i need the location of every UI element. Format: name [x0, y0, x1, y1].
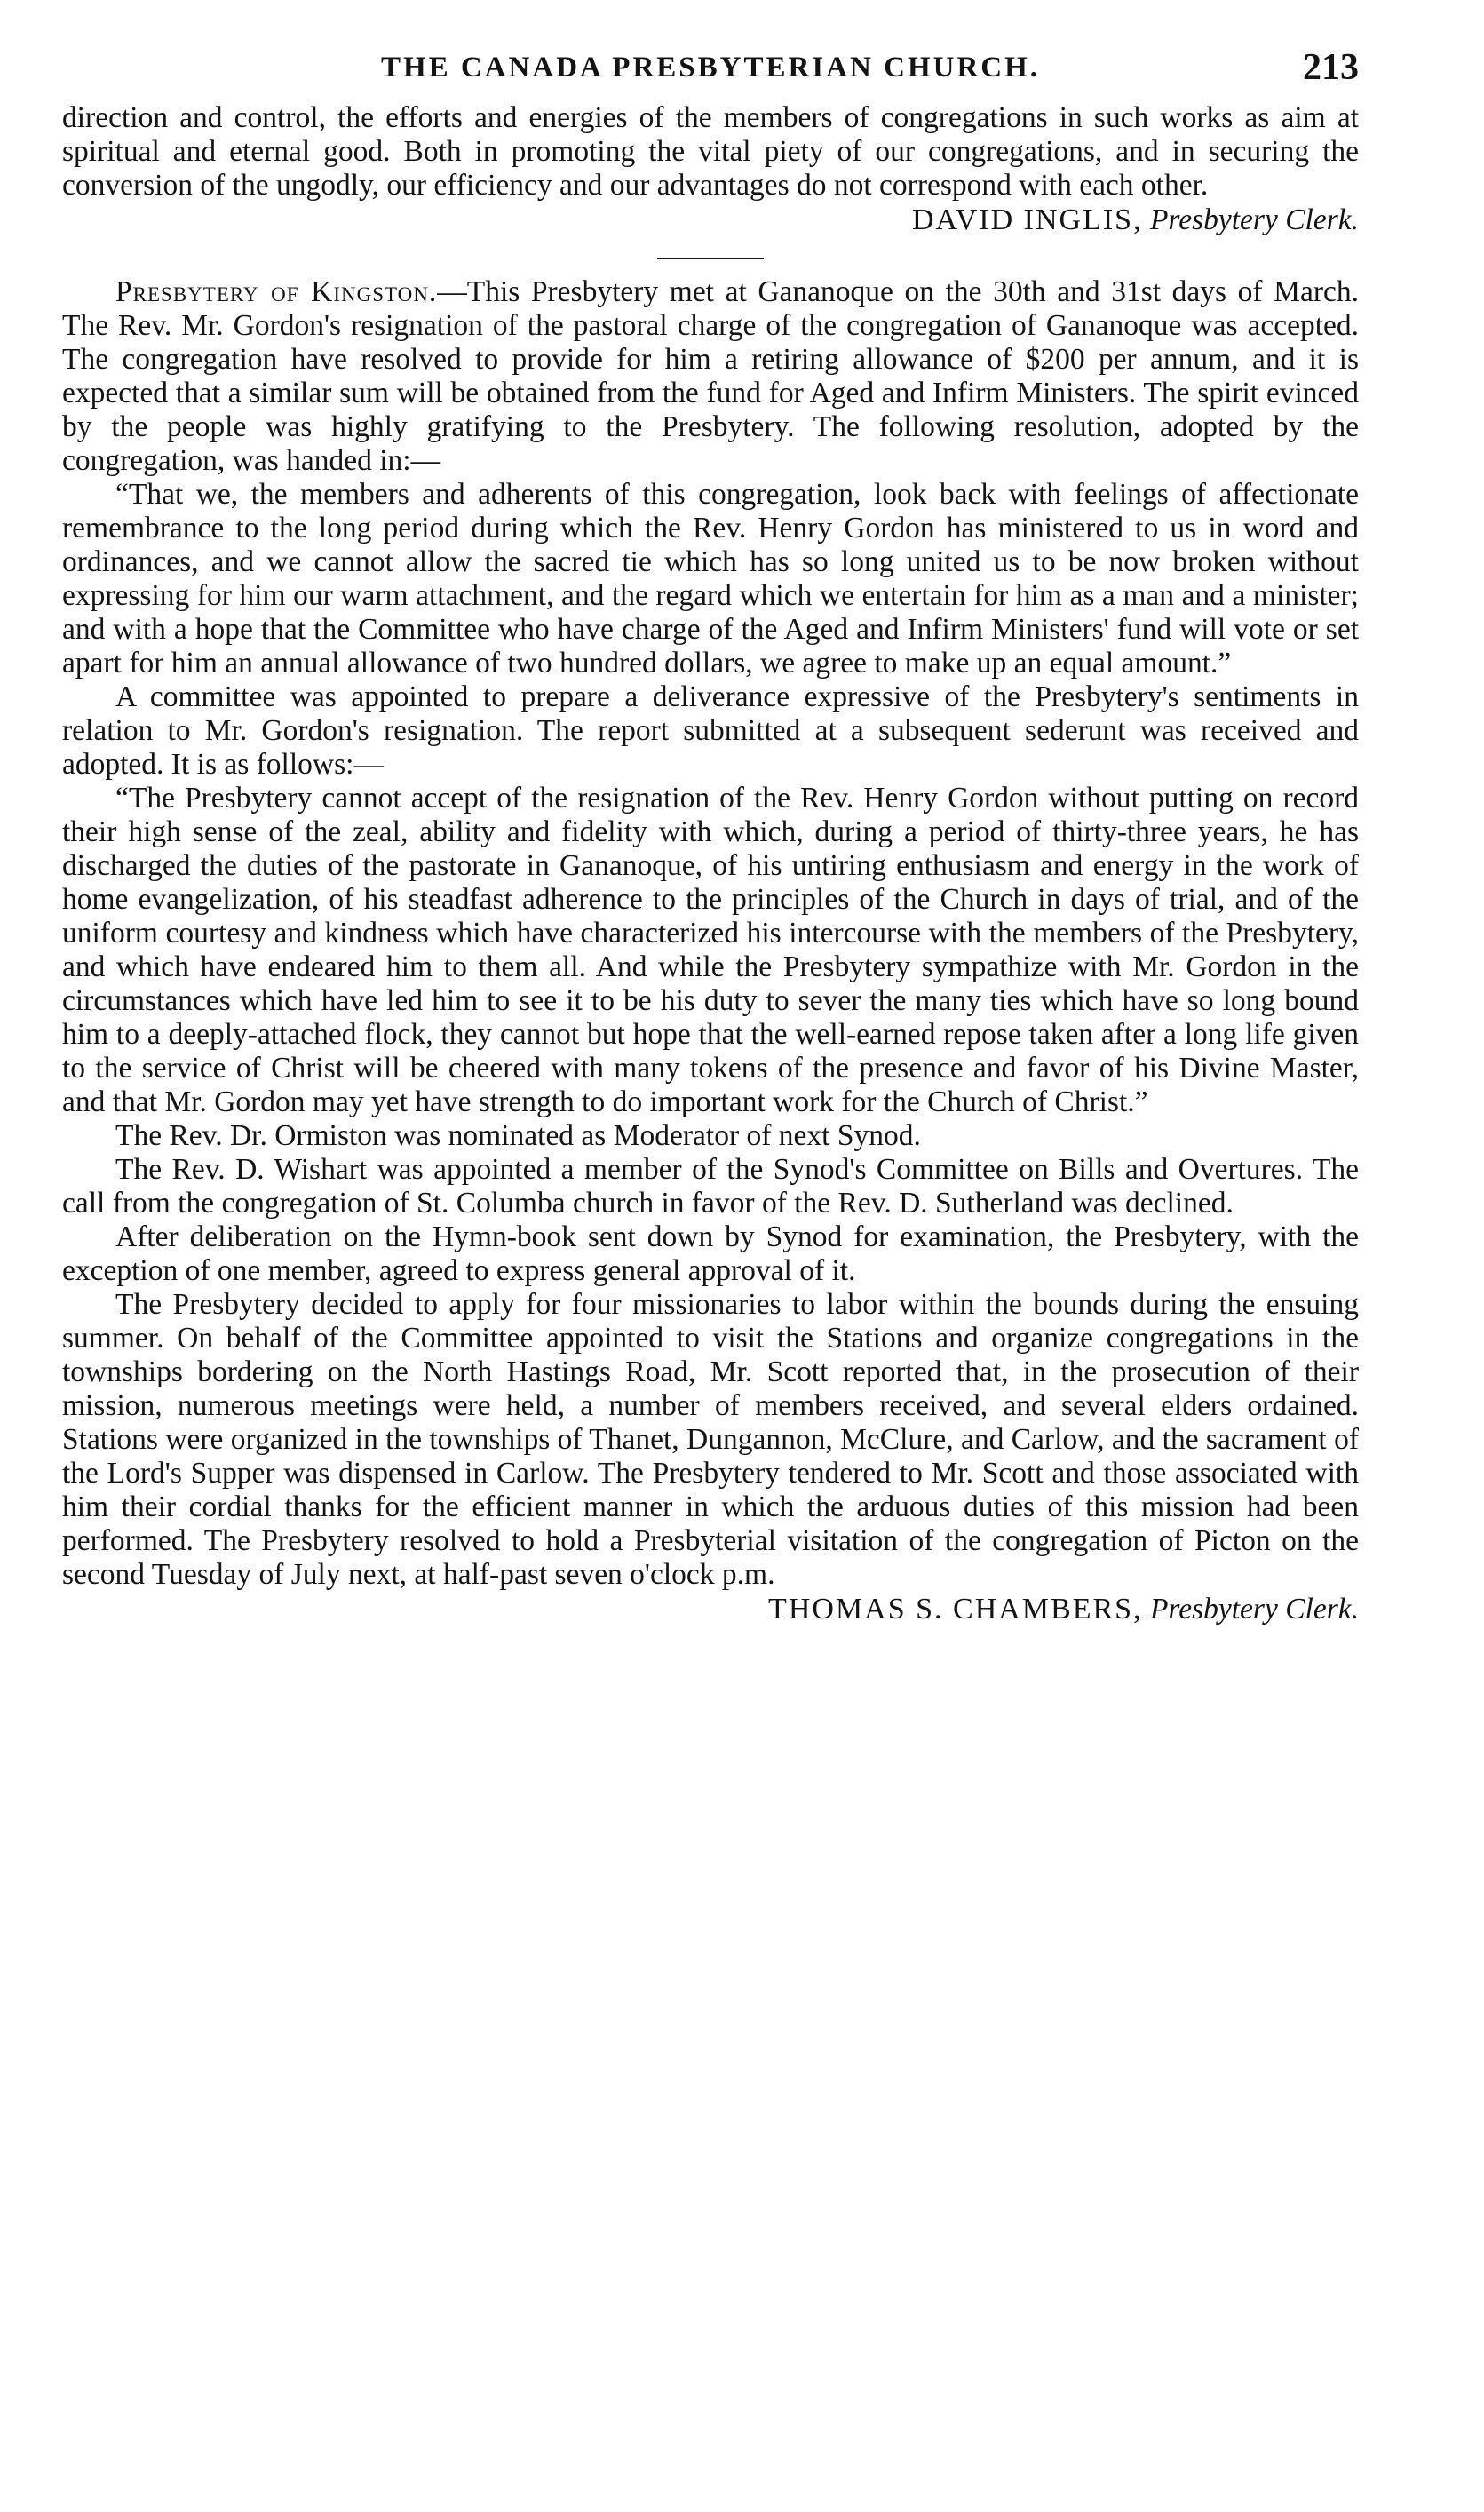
- signature-name: DAVID INGLIS,: [911, 203, 1143, 236]
- kingston-intro-text: —This Presbytery met at Gananoque on the 30th and 31st days of March. The Rev. Mr. Gordon's resignation of the pastoral charge of the congregation of Gananoque was accepted. The congregation have resolved to provide for him a retiring allowance of $200 per annum, and it is expected that a similar sum will be obtained from the fund for Aged and Infirm Ministers. The spirit evinced by the people was highly gratifying to the Presbytery. The following resolution, adopted by the congregation, was handed in:—: [62, 275, 1359, 477]
- signature-thomas-chambers: [62, 1592, 1359, 1627]
- signature-david-inglis: [62, 203, 1359, 238]
- wishart-paragraph: The Rev. D. Wishart was appointed a member of the Synod's Committee on Bills and Overtures. The call from the congregation of St. Columba church in favor of the Rev. D. Sutherland was declined.: [62, 1153, 1359, 1220]
- presbytery-deliverance-quote: “The Presbytery cannot accept of the resignation of the Rev. Henry Gordon without putting on record their high sense of the zeal, ability and fidelity with which, during a period of thirty-three years, he has discharged the duties of the pastorate in Gananoque, of his untiring enthusiasm and energy in the work of home evangelization, of his steadfast adherence to the principles of the Church in days of trial, and of the uniform courtesy and kindness which have characterized his intercourse with the members of the Presbytery, and which have endeared him to them all. And while the Presbytery sympathize with Mr. Gordon in the circumstances which have led him to see it to be his duty to sever the many ties which have so long bound him to a deeply-attached flock, they cannot but hope that the well-earned repose taken after a long life given to the service of Christ will be cheered with many tokens of the presence and favor of his Divine Master, and that Mr. Gordon may yet have strength to do important work for the Church of Christ.”: [62, 782, 1359, 1118]
- page-number: 213: [1303, 47, 1359, 88]
- hymn-book-paragraph: After deliberation on the Hymn-book sent down by Synod for examination, the Presbytery, with the exception of one member, agreed to express general approval of it.: [62, 1220, 1359, 1287]
- running-title: THE CANADA PRESBYTERIAN CHURCH.: [380, 52, 1041, 83]
- body-text: [62, 101, 1359, 1627]
- document-page: [62, 36, 1359, 1627]
- committee-paragraph: A committee was appointed to prepare a deliverance expressive of the Presbytery's sentiments in relation to Mr. Gordon's resignation. The report submitted at a subsequent sederunt was received and adopted. It is as follows:—: [62, 680, 1359, 781]
- section-divider: [657, 258, 764, 259]
- signature-title: Presbytery Clerk.: [1149, 1593, 1359, 1626]
- congregation-resolution-quote: “That we, the members and adherents of this congregation, look back with feelings of affectionate remembrance to the long period during which the Rev. Henry Gordon has ministered to us in word and ordinances, and we cannot allow the sacred tie which has so long united us to be now broken without expressing for him our warm attachment, and the regard which we entertain for him as a man and a minister; and with a hope that the Committee who have charge of the Aged and Infirm Ministers' fund will vote or set apart for him an annual allowance of two hundred dollars, we agree to make up an equal amount.”: [62, 478, 1359, 680]
- moderator-paragraph: The Rev. Dr. Ormiston was nominated as Moderator of next Synod.: [115, 1119, 921, 1152]
- running-header: [62, 36, 1359, 101]
- signature-title: Presbytery Clerk.: [1149, 203, 1359, 236]
- kingston-intro-paragraph: [62, 275, 1359, 478]
- missionaries-paragraph: The Presbytery decided to apply for four missionaries to labor within the bounds during the ensuing summer. On behalf of the Committee appointed to visit the Stations and organize congregations in the townships bordering on the North Hastings Road, Mr. Scott reported that, in the prosecution of their mission, numerous meetings were held, a number of members received, and several elders ordained. Stations were organized in the townships of Thanet, Dungannon, McClure, and Carlow, and the sacrament of the Lord's Supper was dispensed in Carlow. The Presbytery tendered to Mr. Scott and those associated with him their cordial thanks for the efficient manner in which the arduous duties of this mission had been performed. The Presbytery resolved to hold a Presbyterial visitation of the congregation of Picton on the second Tuesday of July next, at half-past seven o'clock p.m.: [62, 1288, 1359, 1591]
- signature-name: THOMAS S. CHAMBERS,: [768, 1593, 1143, 1626]
- section-heading: Presbytery of Kingston.: [115, 275, 438, 308]
- opening-paragraph: direction and control, the efforts and energies of the members of congregations in such works as aim at spiritual and eternal good. Both in promoting the vital piety of our congregations, and in securing the conversion of the ungodly, our efficiency and our advantages do not correspond with each other.: [62, 101, 1359, 202]
